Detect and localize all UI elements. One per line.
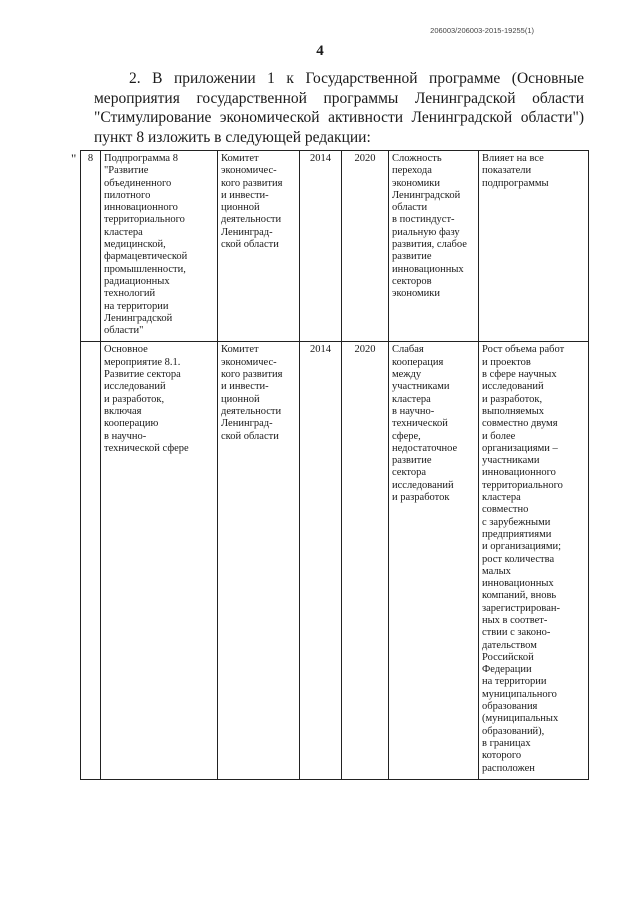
indicator-link-cell-line: муниципального xyxy=(482,688,557,700)
activity-name-cell-line: технической сфере xyxy=(104,442,189,454)
end-year-cell: 2020 xyxy=(342,151,389,342)
indicator-link-cell-line: совместно двумя xyxy=(482,418,558,430)
activity-name-cell-line: фармацевтической xyxy=(104,251,188,263)
consequences-cell-line: недостаточное xyxy=(392,442,458,454)
activity-name-cell-line: медицинской, xyxy=(104,239,166,251)
executor-cell-line: Комитет xyxy=(221,153,259,164)
activity-name-cell-line: "Развитие xyxy=(104,165,149,177)
consequences-cell-line: технической xyxy=(392,418,448,430)
consequences-cell-line: развитие xyxy=(392,251,432,263)
executor-cell-line: экономичес- xyxy=(221,356,277,368)
indicator-link-cell-line: инновационного xyxy=(482,467,556,479)
indicator-link-cell-line: дательством xyxy=(482,639,537,651)
activity-name-cell-line: в научно- xyxy=(104,430,147,442)
table-row xyxy=(81,342,589,779)
executor-cell xyxy=(218,151,300,342)
activity-name-cell-line: пилотного xyxy=(104,189,151,201)
executor-cell xyxy=(218,342,300,779)
consequences-cell-line: кластера xyxy=(392,393,431,405)
indicator-link-cell-line: зарегистрирован- xyxy=(482,602,560,614)
executor-cell-line: Комитет xyxy=(221,344,259,356)
activity-name-cell-line: и разработок, xyxy=(104,393,165,405)
indicator-link-cell-line: кластера xyxy=(482,492,521,504)
indicator-link-cell-line: образования xyxy=(482,701,538,713)
intro-line: "Стимулирование экономической активности Ленинградской области") xyxy=(94,109,584,126)
activity-name-cell xyxy=(101,151,218,342)
indicator-link-cell-line: организациями – xyxy=(482,442,558,454)
document-number: 206003/206003-2015-19255(1) xyxy=(430,26,534,35)
indicator-link-cell-line: совместно xyxy=(482,504,529,516)
table-row xyxy=(81,151,589,342)
indicator-link-cell-line: и более xyxy=(482,430,516,442)
row-number-cell: 8 xyxy=(81,151,101,342)
activity-name-cell-line: Ленинградской xyxy=(104,312,173,324)
activity-name-cell-line: кооперацию xyxy=(104,418,159,430)
activity-name-cell-line: Подпрограмма 8 xyxy=(104,153,178,164)
consequences-cell xyxy=(389,151,479,342)
activity-name-cell-line: объединенного xyxy=(104,177,172,189)
consequences-cell-line: развития, слабое xyxy=(392,239,467,251)
executor-cell-line: ской области xyxy=(221,239,279,251)
consequences-cell-line: кооперация xyxy=(392,356,444,368)
consequences-cell-line: области xyxy=(392,202,428,214)
program-activities-table xyxy=(80,150,589,780)
consequences-cell-line: Слабая xyxy=(392,344,424,356)
indicator-link-cell-line: исследований xyxy=(482,381,544,393)
indicator-link-cell-line: участниками xyxy=(482,455,540,467)
executor-cell-line: ционной xyxy=(221,393,260,405)
consequences-cell-line: Ленинградской xyxy=(392,189,461,201)
indicator-link-cell-line: которого xyxy=(482,750,522,762)
consequences-cell-line: сектора xyxy=(392,467,427,479)
consequences-cell-line: развитие xyxy=(392,455,432,467)
consequences-cell xyxy=(389,342,479,779)
indicator-link-cell-line: в границах xyxy=(482,737,531,749)
activity-name-cell-line: на территории xyxy=(104,300,169,312)
indicator-link-cell-line: Рост объема работ xyxy=(482,344,565,356)
consequences-cell-line: Сложность xyxy=(392,153,442,164)
executor-cell-line: кого развития xyxy=(221,369,283,381)
activity-name-cell xyxy=(101,342,218,779)
executor-cell-line: ционной xyxy=(221,202,260,214)
indicator-link-cell xyxy=(479,151,589,342)
indicator-link-cell-line: в сфере научных xyxy=(482,369,557,381)
executor-cell-line: деятельности xyxy=(221,214,282,226)
activity-name-cell-line: инновационного xyxy=(104,202,178,214)
executor-cell-line: и инвести- xyxy=(221,381,269,393)
consequences-cell-line: между xyxy=(392,369,422,381)
consequences-cell-line: сфере, xyxy=(392,430,421,442)
consequences-cell-line: и разработок xyxy=(392,492,450,504)
activity-name-cell-line: мероприятие 8.1. xyxy=(104,356,181,368)
indicator-link-cell-line: рост количества xyxy=(482,553,555,565)
page-number: 4 xyxy=(316,43,324,59)
activity-name-cell-line: Основное xyxy=(104,344,148,356)
indicator-link-cell-line: (муниципальных xyxy=(482,713,559,725)
indicator-link-cell-line: компаний, вновь xyxy=(482,590,557,602)
indicator-link-cell xyxy=(479,342,589,779)
indicator-link-cell-line: ных в соответ- xyxy=(482,614,548,626)
indicator-link-cell-line: образований), xyxy=(482,725,545,737)
start-year-cell: 2014 xyxy=(300,342,342,779)
consequences-cell-line: в постиндуст- xyxy=(392,214,455,226)
executor-cell-line: кого развития xyxy=(221,177,283,189)
executor-cell-line: Ленинград- xyxy=(221,418,273,430)
executor-cell-line: и инвести- xyxy=(221,189,269,201)
indicator-link-cell-line: и организациями; xyxy=(482,541,562,553)
consequences-cell-line: экономики xyxy=(392,177,440,189)
consequences-cell-line: риальную фазу xyxy=(392,226,460,238)
executor-cell-line: ской области xyxy=(221,430,279,442)
activity-name-cell-line: области" xyxy=(104,325,144,337)
indicator-link-cell-line: ствии с законо- xyxy=(482,627,551,639)
indicator-link-cell-line: показатели xyxy=(482,165,532,177)
indicator-link-cell-line: расположен xyxy=(482,762,535,774)
end-year-cell: 2020 xyxy=(342,342,389,779)
intro-line: пункт 8 изложить в следующей редакции: xyxy=(94,128,371,146)
activity-name-cell-line: кластера xyxy=(104,226,143,238)
executor-cell-line: Ленинград- xyxy=(221,226,273,238)
indicator-link-cell-line: и проектов xyxy=(482,356,531,368)
consequences-cell-line: секторов xyxy=(392,275,432,287)
indicator-link-cell-line: предприятиями xyxy=(482,528,552,540)
consequences-cell-line: экономики xyxy=(392,288,440,300)
consequences-cell-line: в научно- xyxy=(392,405,435,417)
row-number-cell xyxy=(81,342,101,779)
indicator-link-cell-line: Влияет на все xyxy=(482,153,544,164)
executor-cell-line: экономичес- xyxy=(221,165,277,177)
activity-name-cell-line: включая xyxy=(104,405,142,417)
executor-cell-line: деятельности xyxy=(221,405,282,417)
consequences-cell-line: перехода xyxy=(392,165,432,177)
intro-paragraph xyxy=(94,69,584,147)
intro-line: 2. В приложении 1 к Государственной программе (Основные xyxy=(129,70,584,87)
indicator-link-cell-line: Российской xyxy=(482,651,534,663)
indicator-link-cell-line: с зарубежными xyxy=(482,516,551,528)
indicator-link-cell-line: и разработок, xyxy=(482,393,543,405)
indicator-link-cell-line: территориального xyxy=(482,479,563,491)
activity-name-cell-line: исследований xyxy=(104,381,166,393)
table-body xyxy=(81,151,589,780)
indicator-link-cell-line: подпрограммы xyxy=(482,177,549,189)
consequences-cell-line: исследований xyxy=(392,479,454,491)
activity-name-cell-line: территориального xyxy=(104,214,185,226)
consequences-cell-line: участниками xyxy=(392,381,450,393)
activity-name-cell-line: технологий xyxy=(104,288,156,300)
intro-line: мероприятия государственной программы Ленинградской области xyxy=(94,89,584,107)
indicator-link-cell-line: на территории xyxy=(482,676,547,688)
activity-name-cell-line: радиационных xyxy=(104,275,170,287)
activity-name-cell-line: промышленности, xyxy=(104,263,186,275)
indicator-link-cell-line: выполняемых xyxy=(482,405,545,417)
indicator-link-cell-line: Федерации xyxy=(482,664,532,676)
opening-quote-mark: " xyxy=(71,151,77,166)
activity-name-cell-line: Развитие сектора xyxy=(104,369,181,381)
consequences-cell-line: инновационных xyxy=(392,263,464,275)
indicator-link-cell-line: малых xyxy=(482,565,511,577)
indicator-link-cell-line: инновационных xyxy=(482,578,554,590)
start-year-cell: 2014 xyxy=(300,151,342,342)
